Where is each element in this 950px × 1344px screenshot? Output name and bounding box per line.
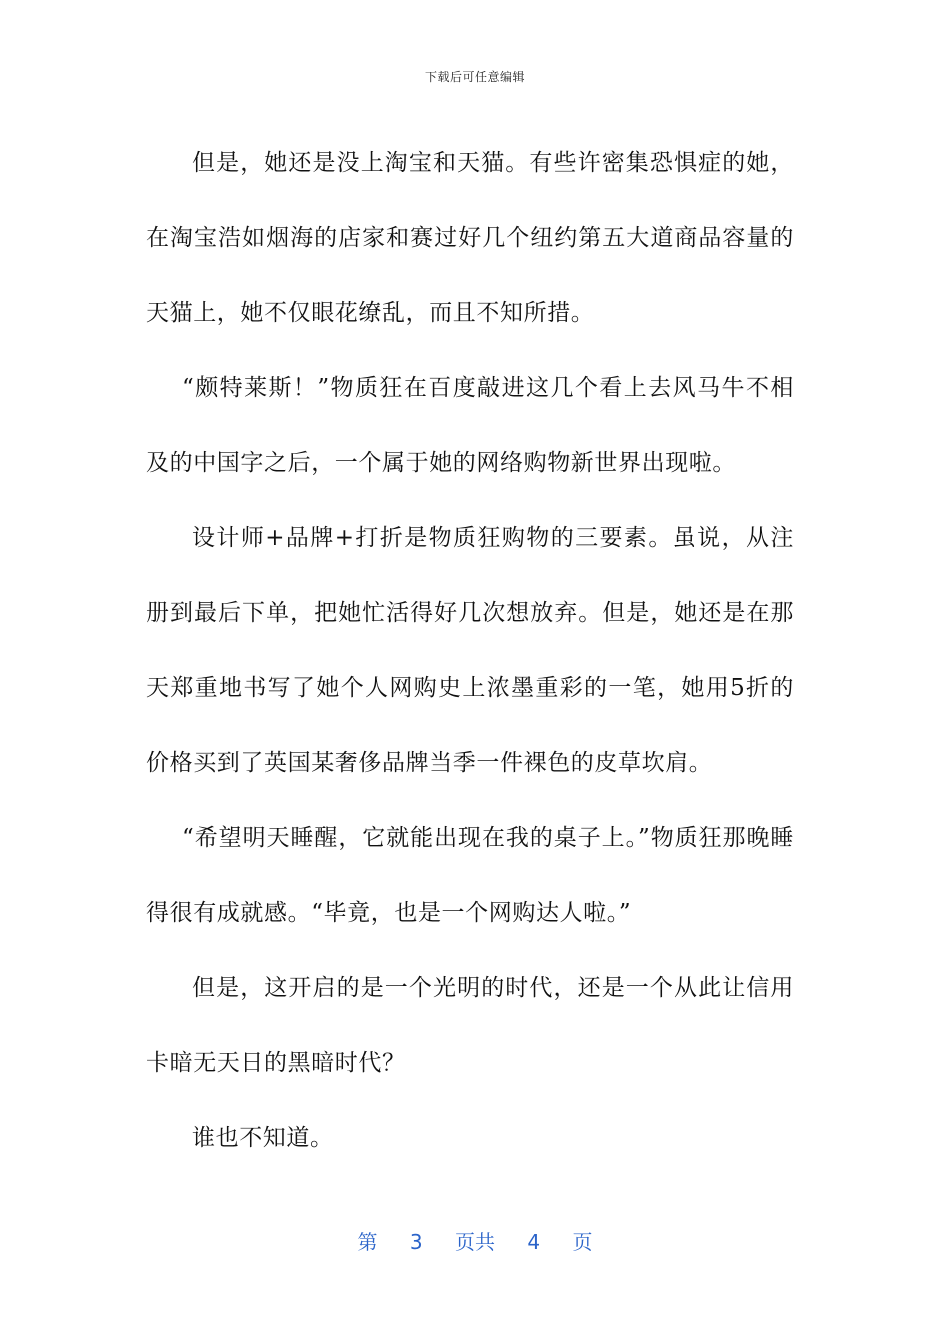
paragraph: 但是，她还是没上淘宝和天猫。有些许密集恐惧症的她，在淘宝浩如烟海的店家和赛过好几个纽约第五大道商品容量的天猫上，她不仅眼花缭乱，而且不知所措。 xyxy=(146,150,794,326)
page-footer xyxy=(0,1226,950,1255)
footer-prefix: 第 xyxy=(357,1230,378,1254)
paragraph: 设计师+品牌+打折是物质狂购物的三要素。虽说，从注册到最后下单，把她忙活得好几次想放弃。但是，她还是在那天郑重地书写了她个人网购史上浓墨重彩的一笔，她用5折的价格买到了英国某奢侈品牌当季一件裸色的皮草坎肩。 xyxy=(146,525,794,776)
paragraph: “颇特莱斯！”物质狂在百度敲进这几个看上去风马牛不相及的中国字之后，一个属于她的网络购物新世界出现啦。 xyxy=(146,375,794,476)
page-header: 下载后可任意编辑 xyxy=(424,70,525,84)
document-body xyxy=(146,126,794,1176)
footer-middle: 页共 xyxy=(455,1230,495,1254)
footer-suffix: 页 xyxy=(572,1230,593,1254)
paragraph: “希望明天睡醒，它就能出现在我的桌子上。”物质狂那晚睡得很有成就感。“毕竟，也是一个网购达人啦。” xyxy=(146,825,794,926)
current-page-number: 3 xyxy=(409,1230,423,1254)
paragraph: 谁也不知道。 xyxy=(192,1125,334,1151)
paragraph: 但是，这开启的是一个光明的时代，还是一个从此让信用卡暗无天日的黑暗时代？ xyxy=(146,975,794,1076)
total-pages-number: 4 xyxy=(527,1230,541,1254)
